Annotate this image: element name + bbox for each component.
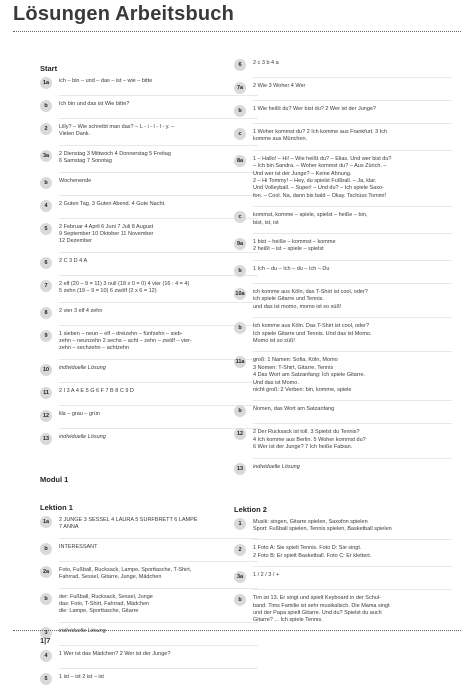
row-divider bbox=[253, 206, 452, 207]
row-divider bbox=[253, 150, 452, 151]
exercise-answer-text: individuelle Lösung bbox=[253, 463, 300, 470]
exercise-row bbox=[40, 224, 258, 246]
row-divider bbox=[59, 95, 258, 96]
section-heading: Lektion 1 bbox=[40, 502, 73, 512]
exercise-answer-text: lila – grau – grün bbox=[59, 410, 100, 417]
exercise-number-badge: b bbox=[234, 322, 246, 334]
exercise-row bbox=[40, 78, 258, 89]
exercise-answer-text: 1 – Hallo! – Hi! – Wie heißt du? – Elias. Und wer bist du? – Ich bin Sandra. – Woher kommst du? – Aus Zürich. – Und wer ist der Junge? – Keine Ahnung. 2 – Hi Tommy! – Hey, du spielst Fußball. – Ja, klar. Und Volleyball. – Super! – Und du? – Ich spiele Saxo- fon. – Cool. Na, dann bis bald – Okay. Tschüss Tommi! bbox=[253, 155, 392, 199]
exercise-row bbox=[40, 411, 258, 422]
exercise-number-badge: 11a bbox=[234, 356, 246, 368]
exercise-row bbox=[40, 178, 258, 189]
row-divider bbox=[253, 100, 452, 101]
exercise-answer-text: 1 Woher kommst du? 2 Ich komme aus Frankfurt. 3 Ich komme aus München. bbox=[253, 129, 388, 143]
exercise-row bbox=[234, 239, 452, 254]
exercise-row bbox=[40, 434, 258, 445]
exercise-answer-text: 2 Der Rucksack ist toll. 3 Spielst du Tennis? 4 Ich komme aus Berlin. 5 Woher kommst du? 6 Wer ist der Junge? 7 Ich heiße Fabian. bbox=[253, 429, 366, 451]
exercise-answer-text: individuelle Lösung bbox=[59, 433, 106, 440]
exercise-row bbox=[234, 129, 452, 144]
exercise-number-badge: 9 bbox=[40, 330, 52, 342]
row-divider bbox=[59, 195, 258, 196]
section-heading: Lektion 2 bbox=[234, 504, 267, 514]
exercise-answer-text: kommst, komme – spiele, spielst – heiße – bin, bist, ist, ist bbox=[253, 212, 368, 226]
exercise-number-badge: 12 bbox=[40, 410, 52, 422]
exercise-answer-text: 1 Wie heißt du? Wer bist du? 2 Wer ist der Junge? bbox=[253, 106, 376, 112]
exercise-answer-text: 1 / 2 / 3 / + bbox=[253, 572, 280, 579]
exercise-answer-text: 2 I 3 A 4 E 5 G 6 F 7 B 8 C 9 D bbox=[59, 387, 134, 394]
left-column bbox=[40, 60, 258, 691]
right-column bbox=[234, 60, 452, 631]
exercise-row bbox=[40, 308, 258, 319]
exercise-answer-text: 2 JUNGE 3 SESSEL 4 LAURA 5 SURFBRETT 6 LAMPE 7 ANNA bbox=[59, 516, 198, 531]
row-divider bbox=[59, 145, 258, 146]
exercise-row bbox=[234, 357, 452, 394]
exercise-answer-text: 2 C 3 D 4 A bbox=[59, 257, 88, 264]
row-divider bbox=[253, 458, 452, 459]
exercise-number-badge: 1a bbox=[40, 516, 52, 528]
exercise-row bbox=[234, 429, 452, 451]
exercise-number-badge: 5 bbox=[40, 223, 52, 235]
exercise-row bbox=[40, 124, 258, 139]
row-divider bbox=[253, 351, 452, 352]
exercise-answer-text: 1 Foto A: Sie spielt Tennis. Foto D: Sie singt. 2 Foto B: Er spielt Basketball. Foto C: Er klettert. bbox=[253, 545, 372, 559]
exercise-number-badge: 6 bbox=[40, 257, 52, 269]
exercise-answer-text: Tim ist 13. Er singt und spielt Keyboard in der Schul- band. Tims Familie ist sehr musikalisch. Die Mama singt und der Papa spielt Gitarre. Und du? Spielst du auch Gitarre? ... Ich spiele Tennis. bbox=[253, 595, 390, 624]
exercise-answer-text: INTERESSANT bbox=[59, 543, 98, 550]
exercise-answer-text: 2 Februar 4 April 6 Juni 7 Juli 8 August 9 September 10 Oktober 11 November 12 Dezember bbox=[59, 223, 154, 245]
exercise-number-badge: 10 bbox=[40, 364, 52, 376]
exercise-answer-text: 1 sieben – neun – elf – dreizehn – fünfzehn – sieb- zehn – neunzehn 2 sechs – acht – zehn – zwölf – vier- zehn – sechzehn – achtzehn bbox=[59, 330, 192, 352]
exercise-answer-text: Lilly? – Wie schreibt man das? – L - i - l - l - y. – Vielen Dank. bbox=[59, 124, 175, 138]
row-divider bbox=[59, 538, 258, 539]
row-divider bbox=[59, 622, 258, 623]
exercise-number-badge: 4 bbox=[40, 650, 52, 662]
row-divider bbox=[253, 233, 452, 234]
exercise-row bbox=[40, 651, 258, 662]
exercise-number-badge: c bbox=[234, 211, 246, 223]
exercise-row bbox=[40, 151, 258, 166]
exercise-answer-text: 1 bist – heiße – kommst – komme 2 heißt – ist – spiele – spielst bbox=[253, 239, 336, 253]
exercise-answer-text: 2 elf (20 – 9 = 11) 3 null (18 x 0 = 0) 4 vier (16 : 4 = 4) 5 zehn (19 – 9 = 10) 6 zwölf (2 x 6 = 12) bbox=[59, 280, 190, 295]
exercise-answer-text: Ich komme aus Köln. Das T-Shirt ist cool, oder? Ich spiele Gitarre und Tennis. Und das ist Momo. Momo ist so süß! bbox=[253, 323, 372, 344]
exercise-answer-text: der: Fußball, Rucksack, Sessel, Junge das: Foto, T-Shirt, Fahrrad, Mädchen die: Lampe, Sporttasche, Gitarre bbox=[59, 593, 153, 615]
row-divider bbox=[253, 400, 452, 401]
exercise-row bbox=[234, 266, 452, 277]
exercise-number-badge: 9a bbox=[234, 238, 246, 250]
exercise-number-badge: 7a bbox=[234, 82, 246, 94]
row-divider bbox=[59, 428, 258, 429]
bottom-divider bbox=[13, 630, 461, 631]
row-divider bbox=[59, 325, 258, 326]
exercise-number-badge: b bbox=[40, 593, 52, 605]
exercise-number-badge: 13 bbox=[40, 433, 52, 445]
row-divider bbox=[59, 561, 258, 562]
row-divider bbox=[253, 589, 452, 590]
section-heading: Modul 1 bbox=[40, 474, 69, 484]
row-divider bbox=[253, 566, 452, 567]
exercise-answer-text: Foto, Fußball, Rucksack, Lampe, Sporttasche, T-Shirt, Fahrrad, Sessel, Gitarre, Junge, Mädchen bbox=[59, 566, 192, 581]
exercise-number-badge: 11 bbox=[40, 387, 52, 399]
exercise-answer-text: ich komme aus Köln, das T-Shirt ist cool, oder? ich spiele Gitarre und Tennis. und das ist momo, momo ist so süß! bbox=[253, 288, 368, 310]
exercise-row bbox=[234, 60, 452, 71]
exercise-number-badge: b bbox=[234, 265, 246, 277]
exercise-answer-text: 2 c 3 b 4 a bbox=[253, 60, 279, 66]
exercise-answer-text: individuelle Lösung bbox=[59, 627, 106, 634]
exercise-number-badge: b bbox=[40, 177, 52, 189]
exercise-row bbox=[234, 156, 452, 200]
exercise-number-badge: 1 bbox=[234, 518, 246, 530]
exercise-answer-text: Musik: singen, Gitarre spielen, Saxofon spielen Sport: Fußball spielen, Tennis spielen, Basketball spielen bbox=[253, 518, 392, 532]
exercise-number-badge: 10a bbox=[234, 288, 246, 300]
exercise-row bbox=[234, 572, 452, 583]
exercise-number-badge: b bbox=[234, 405, 246, 417]
exercise-number-badge: 4 bbox=[40, 200, 52, 212]
row-divider bbox=[253, 317, 452, 318]
row-divider bbox=[253, 260, 452, 261]
section-spacer bbox=[40, 489, 258, 499]
row-divider bbox=[59, 645, 258, 646]
exercise-row bbox=[234, 545, 452, 560]
exercise-number-badge: 8a bbox=[234, 155, 246, 167]
row-divider bbox=[59, 118, 258, 119]
exercise-row bbox=[234, 323, 452, 345]
row-divider bbox=[253, 77, 452, 78]
exercise-row bbox=[234, 406, 452, 417]
exercise-number-badge: 2 bbox=[40, 123, 52, 135]
top-divider bbox=[13, 31, 461, 32]
exercise-answer-text: 2 vier 3 elf 4 zehn bbox=[59, 307, 103, 314]
section-spacer bbox=[234, 481, 452, 501]
row-divider bbox=[253, 539, 452, 540]
exercise-answer-text: 1 Wer ist das Mädchen? 2 Wer ist der Junge? bbox=[59, 650, 171, 657]
exercise-number-badge: 2a bbox=[40, 566, 52, 578]
exercise-row bbox=[40, 101, 258, 112]
row-divider bbox=[59, 218, 258, 219]
exercise-row bbox=[40, 517, 258, 532]
exercise-answer-text: Ich bin und das ist Wie bitte? bbox=[59, 101, 130, 107]
row-divider bbox=[253, 423, 452, 424]
exercise-number-badge: b bbox=[40, 543, 52, 555]
exercise-row bbox=[234, 464, 452, 475]
exercise-number-badge: 1a bbox=[40, 77, 52, 89]
exercise-row bbox=[40, 365, 258, 376]
exercise-row bbox=[40, 544, 258, 555]
exercise-row bbox=[40, 674, 258, 685]
exercise-answer-text: 1 ist – ist 2 ist – ist bbox=[59, 673, 104, 680]
exercise-number-badge: b bbox=[234, 105, 246, 117]
exercise-number-badge: c bbox=[234, 128, 246, 140]
exercise-number-badge: 3a bbox=[234, 571, 246, 583]
exercise-row bbox=[234, 519, 452, 534]
exercise-row bbox=[40, 388, 258, 399]
row-divider bbox=[59, 275, 258, 276]
exercise-row bbox=[234, 289, 452, 311]
row-divider bbox=[59, 252, 258, 253]
exercise-row bbox=[40, 594, 258, 616]
exercise-answer-text: 2 Guten Tag. 3 Guten Abend. 4 Gute Nacht. bbox=[59, 200, 166, 207]
page-title: Lösungen Arbeitsbuch bbox=[13, 3, 235, 25]
exercise-answer-text: groß: 1 Namen: Sofia, Köln, Momo 3 Nomen: T-Shirt, Gitarre, Tennis 4 Das Wort am Satzanfang: Ich spiele Gitarre. Und das ist Momo. nicht groß: 2 Verben: bin, komme, spiele bbox=[253, 357, 366, 393]
exercise-row bbox=[40, 281, 258, 296]
exercise-number-badge: 2 bbox=[234, 544, 246, 556]
row-divider bbox=[59, 668, 258, 669]
exercise-number-badge: 8 bbox=[40, 307, 52, 319]
exercise-number-badge: 12 bbox=[234, 428, 246, 440]
exercise-number-badge: 3 bbox=[40, 627, 52, 639]
exercise-row bbox=[40, 258, 258, 269]
row-divider bbox=[59, 588, 258, 589]
exercise-number-badge: 3a bbox=[40, 150, 52, 162]
exercise-number-badge: 6 bbox=[234, 59, 246, 71]
row-divider bbox=[59, 172, 258, 173]
row-divider bbox=[253, 283, 452, 284]
exercise-number-badge: 5 bbox=[40, 673, 52, 685]
row-divider bbox=[59, 405, 258, 406]
exercise-row bbox=[40, 331, 258, 353]
exercise-answer-text: 1 Ich – du – Ich – du – Ich – Du bbox=[253, 265, 330, 272]
exercise-row bbox=[234, 83, 452, 94]
exercise-number-badge: 13 bbox=[234, 463, 246, 475]
row-divider bbox=[59, 382, 258, 383]
exercise-answer-text: 2 Wie 3 Woher 4 Wer bbox=[253, 83, 306, 89]
exercise-answer-text: ich – bin – und – das – ist – wie – bitte bbox=[59, 78, 153, 84]
exercise-number-badge: b bbox=[234, 594, 246, 606]
exercise-row bbox=[40, 201, 258, 212]
exercise-number-badge: 7 bbox=[40, 280, 52, 292]
row-divider bbox=[59, 359, 258, 360]
exercise-answer-text: Wochenende bbox=[59, 177, 92, 184]
exercise-answer-text: 2 Dienstag 3 Mittwoch 4 Donnerstag 5 Freitag 6 Samstag 7 Sonntag bbox=[59, 150, 171, 165]
row-divider bbox=[253, 123, 452, 124]
exercise-answer-text: individuelle Lösung bbox=[59, 364, 106, 371]
exercise-number-badge: b bbox=[40, 100, 52, 112]
exercise-row bbox=[234, 212, 452, 227]
page-number: 1|7 bbox=[40, 636, 51, 645]
section-spacer bbox=[40, 451, 258, 471]
exercise-row bbox=[234, 106, 452, 117]
exercise-row bbox=[234, 595, 452, 625]
exercise-row bbox=[40, 567, 258, 582]
exercise-answer-text: Nomen, das Wort am Satzanfang bbox=[253, 406, 335, 413]
row-divider bbox=[59, 302, 258, 303]
section-heading: Start bbox=[40, 64, 58, 73]
